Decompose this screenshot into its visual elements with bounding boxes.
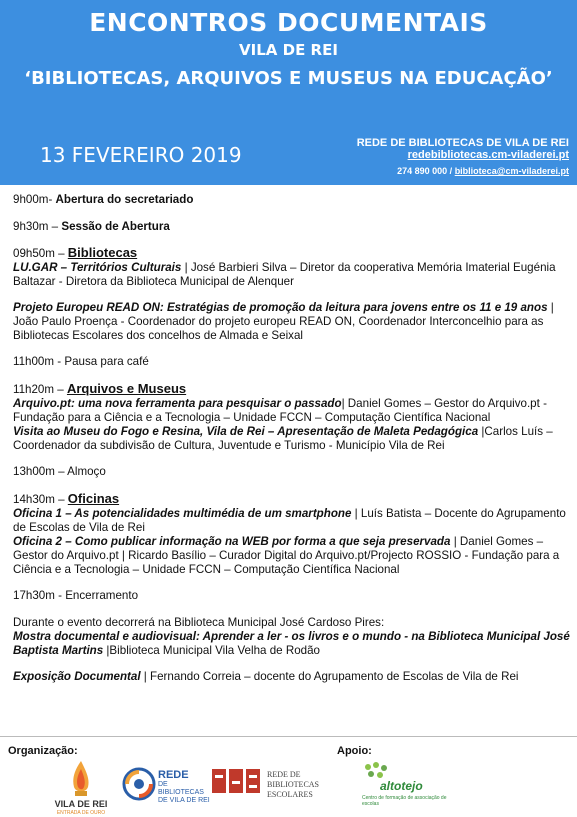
altotejo-logo (358, 761, 448, 811)
session-item (13, 397, 571, 425)
organizer-name: REDE DE BIBLIOTECAS DE VILA DE REI (356, 137, 569, 149)
rede-circle-icon (122, 767, 156, 801)
altotejo-dots-icon (362, 761, 392, 781)
email-link[interactable]: biblioteca@cm-viladerei.pt (454, 166, 569, 176)
session-item (13, 670, 571, 684)
rbe-logo-line: ESCOLARES (267, 790, 313, 799)
schedule-item (13, 220, 571, 234)
session-speakers: | Daniel Gomes – Gestor do Arquivo.pt - Fundação para a Ciência e a Tecnologia – Unidade FCCN – Computação Científica Nacional (13, 397, 547, 424)
support-label: Apoio: (337, 745, 372, 757)
session-item (13, 425, 571, 453)
session-speakers: | João Paulo Proença - Coordenador do projeto europeu READ ON, Coordenador Interconcelhio para as Bibliotecas Escolares dos concelhos de Almada e Seixal (13, 301, 554, 342)
section-heading (13, 382, 571, 397)
altotejo-logo-title: altotejo (380, 779, 423, 793)
sponsors-footer (0, 736, 577, 817)
session-speakers: | Luís Batista – Docente do Agrupamento de Escolas de Vila de Rei (13, 507, 566, 534)
session-item (13, 261, 571, 289)
flame-icon (70, 761, 92, 797)
section-title: Arquivos e Museus (66, 381, 187, 396)
session-speakers: |Biblioteca Municipal Vila Velha de Rodão (103, 644, 320, 657)
rede-logo-line: DE (158, 781, 168, 788)
item-time: 9h30m – (13, 220, 62, 233)
rede-logo-line: BIBLIOTECAS (158, 789, 204, 796)
section-title: Oficinas (67, 491, 120, 506)
rede-logo-subtitle (158, 781, 210, 805)
item-title: Abertura do secretariado (55, 193, 194, 206)
rbe-logo-text (267, 770, 319, 800)
schedule-item (13, 193, 571, 207)
session-title: Oficina 1 – As potencialidades multimédia de um smartphone (13, 507, 352, 520)
schedule-item: 13h00m – Almoço (13, 465, 106, 478)
section-heading (13, 492, 571, 507)
session-title: Projeto Europeu READ ON: Estratégias de promoção da leitura para jovens entre os 11 e 19 anos (13, 301, 548, 314)
session-title: Arquivo.pt: uma nova ferramenta para pesquisar o passado (13, 397, 342, 410)
vila-de-rei-logo (46, 761, 116, 817)
rbe-logo-line: REDE DE (267, 770, 301, 779)
schedule-item: 17h30m - Encerramento (13, 589, 139, 602)
event-theme: ‘BIBLIOTECAS, ARQUIVOS E MUSEUS NA EDUCAÇÃO’ (24, 68, 553, 89)
session-title: Oficina 2 – Como publicar informação na WEB por forma a que seja preservada (13, 535, 451, 548)
rede-logo-title: REDE (158, 769, 189, 781)
event-location: VILA DE REI (239, 41, 338, 59)
header-banner (0, 0, 577, 185)
item-time: 14h30m – (13, 493, 68, 506)
section-heading (13, 246, 571, 261)
event-date: 13 FEVEREIRO 2019 (40, 143, 242, 167)
rede-logo-line: DE VILA DE REI (158, 797, 210, 804)
session-item (13, 301, 571, 343)
session-title: Visita ao Museu do Fogo e Resina, Vila de Rei – Apresentação de Maleta Pedagógica (13, 425, 479, 438)
contact-line (357, 166, 569, 176)
program-schedule (13, 193, 571, 684)
session-speakers: | Daniel Gomes – Gestor do Arquivo.pt | Ricardo Basílio – Curador Digital do Arquivo.pt/Projecto ROSSIO - Fundação para a Ciência e a Tecnologia – Unidade FCCN – Computação Científica Nacional (13, 535, 560, 576)
session-speakers: | Fernando Correia – docente do Agrupamento de Escolas de Vila de Rei (140, 670, 519, 683)
organizer-website-link[interactable]: redebibliotecas.cm-viladerei.pt (407, 149, 569, 161)
session-item (13, 630, 571, 658)
session-title: Mostra documental e audiovisual: Aprender a ler - os livros e o mundo - na Biblioteca Municipal José Baptista Martins (13, 630, 570, 657)
vila-logo-subtext: ENTRADA DE OURO (56, 810, 106, 816)
section-title: Bibliotecas (67, 245, 138, 260)
session-title: Exposição Documental (13, 670, 141, 683)
item-time: 9h00m- (13, 193, 56, 206)
session-speakers: | José Barbieri Silva – Diretor da cooperativa Memória Imaterial Eugénia Baltazar - Diretora da Biblioteca Municipal de Alenquer (13, 261, 556, 288)
session-title: LU.GAR – Territórios Culturais (13, 261, 182, 274)
organizer-contact (357, 137, 569, 176)
phone-number: 274 890 000 / (397, 166, 455, 176)
rbe-blocks-icon (212, 767, 262, 795)
session-item (13, 507, 571, 535)
schedule-item: 11h00m - Pausa para café (13, 355, 149, 368)
rbe-logo-line: BIBLIOTECAS (267, 780, 319, 789)
item-time: 09h50m – (13, 247, 68, 260)
event-title: ENCONTROS DOCUMENTAIS (89, 8, 488, 37)
item-time: 11h20m – (13, 383, 67, 396)
altotejo-logo-subtitle: Centro de formação de associação de escolas (362, 795, 447, 807)
parallel-events-intro: Durante o evento decorrerá na Biblioteca Municipal José Cardoso Pires: (13, 616, 385, 629)
item-title: Sessão de Abertura (61, 220, 170, 233)
session-speakers: |Carlos Luís – Coordenador da subdivisão de Cultura, Juventude e Turismo - Município Vila de Rei (13, 425, 553, 452)
vila-logo-text: VILA DE REI (54, 799, 108, 809)
rede-bibliotecas-logo (122, 767, 212, 807)
rbe-logo (212, 767, 332, 807)
session-item (13, 535, 571, 577)
organization-label: Organização: (8, 745, 78, 757)
